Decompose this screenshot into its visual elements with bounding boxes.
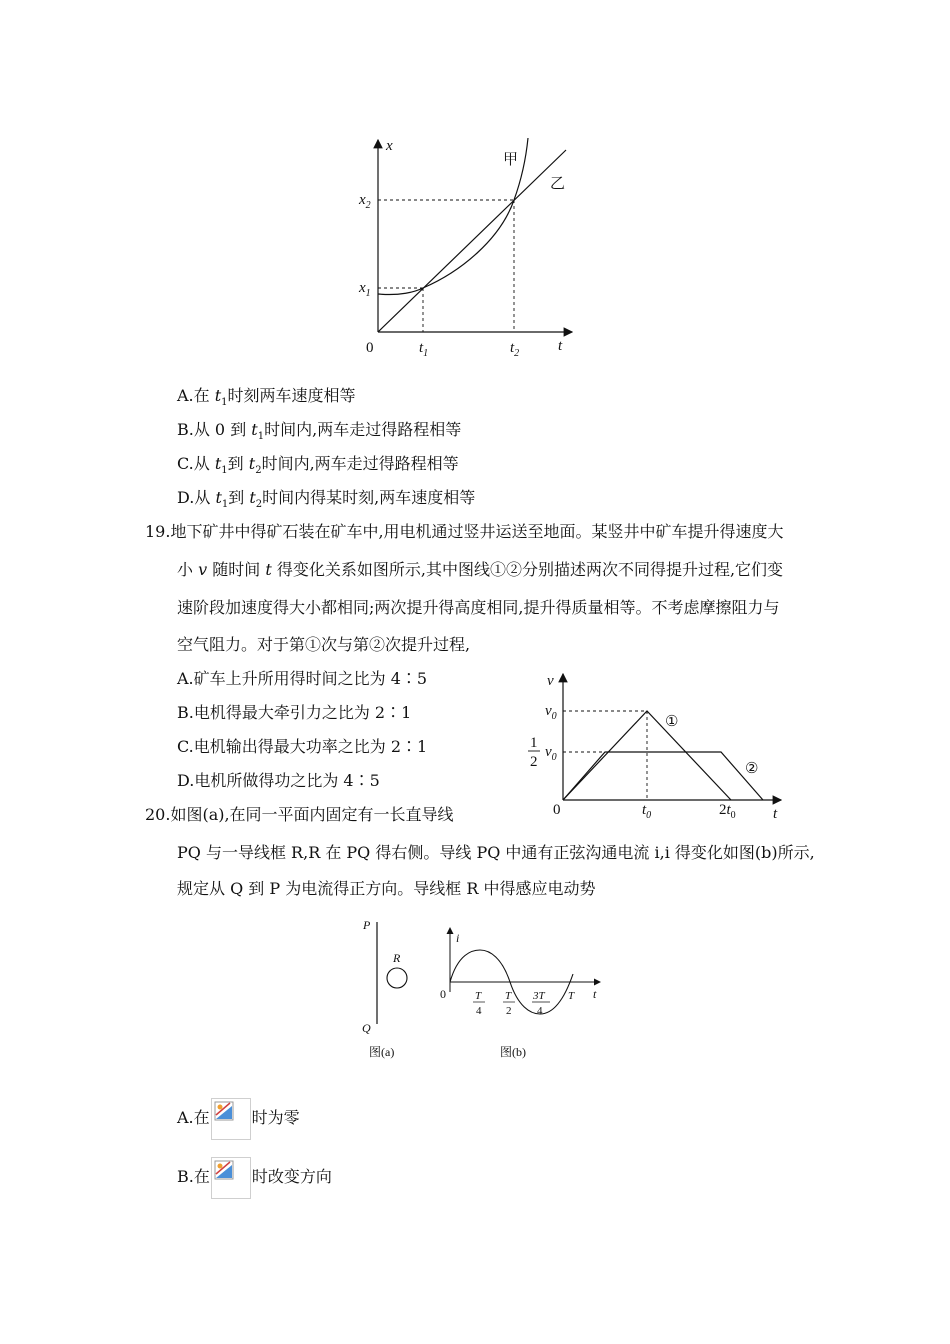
- tick-3t4-den: 4: [537, 1005, 543, 1017]
- q18-c-var1: t: [214, 454, 222, 473]
- curve-1-label: ①: [665, 714, 679, 730]
- two-t0-label: $2t_0$: [719, 802, 736, 821]
- q19-option-d: D.电机所做得功之比为 4∶5: [177, 771, 380, 790]
- q18-option-b: [177, 420, 461, 447]
- figure-xt-graph: [340, 130, 590, 365]
- origin-label-3: 0: [440, 987, 446, 1001]
- q18-d-sub2: 2: [255, 499, 263, 511]
- q18-a-sub: 1: [221, 397, 228, 409]
- origin-label: 0: [366, 340, 374, 356]
- q20-stem-line2: PQ 与一导线框 R,R 在 PQ 得右侧。导线 PQ 中通有正弦沟通电流 i,i 得变化如图(b)所示,: [177, 843, 815, 862]
- q20-a-post: 时为零: [251, 1108, 300, 1127]
- q18-d-var1: t: [215, 488, 222, 507]
- axis-t-label: t: [558, 338, 563, 354]
- q18-b-sub: 1: [257, 431, 265, 443]
- q18-b-pre: B.从 0 到: [177, 420, 252, 439]
- q20-option-b: [177, 1155, 332, 1199]
- axis-x-label: x: [386, 138, 393, 154]
- q18-c-var2: t: [248, 454, 256, 473]
- q20-b-pre: B.在: [177, 1167, 210, 1186]
- q20-b-post: 时改变方向: [251, 1167, 332, 1186]
- q18-a-pre: A.在: [177, 386, 215, 405]
- q18-c-pre: C.从: [177, 454, 215, 473]
- half-numerator: 1: [530, 735, 538, 751]
- line-yi-label: 乙: [550, 176, 566, 192]
- loop-r: [387, 968, 407, 988]
- tick-t4-num: T: [475, 990, 482, 1002]
- figure-wire-and-current: [355, 912, 610, 1062]
- q20-stem-line1: 20.如图(a),在同一平面内固定有一长直导线: [145, 805, 454, 824]
- q18-c-post: 时间内,两车走过得路程相等: [261, 454, 459, 473]
- q18-option-d: [177, 488, 475, 515]
- broken-image-icon: [211, 1157, 251, 1199]
- x2-label: $x_2$: [359, 192, 371, 211]
- axis-i-label: i: [456, 931, 460, 945]
- q19-stem-line4: 空气阻力。对于第①次与第②次提升过程,: [177, 635, 471, 654]
- q19-l2-t: t: [265, 560, 272, 579]
- q19-l2-b: 随时间: [207, 560, 266, 579]
- origin-label-2: 0: [553, 802, 561, 818]
- half-denominator: 2: [530, 754, 538, 770]
- tick-t-label: T: [568, 990, 575, 1002]
- q18-c-sub2: 2: [255, 465, 262, 477]
- v0-label: $v_0$: [545, 703, 557, 722]
- axis-t-label-3: t: [593, 987, 597, 1001]
- broken-image-icon: [211, 1098, 251, 1140]
- tick-t2-den: 2: [506, 1005, 512, 1017]
- tick-t4-den: 4: [476, 1005, 482, 1017]
- line-yi: [378, 150, 566, 332]
- t2-label: $t_2$: [510, 340, 520, 359]
- q18-option-a: [177, 386, 356, 413]
- q19-stem-line3: 速阶段加速度得大小都相同;两次提升得高度相同,提升得质量相等。不考虑摩擦阻力与: [177, 598, 780, 617]
- q18-option-c: [177, 454, 459, 481]
- q18-d-sub1: 1: [221, 499, 229, 511]
- q20-stem-line3: 规定从 Q 到 P 为电流得正方向。导线框 R 中得感应电动势: [177, 879, 596, 898]
- q19-stem-line2: [177, 560, 783, 580]
- q20-a-pre: A.在: [177, 1108, 210, 1127]
- q18-d-var2: t: [249, 488, 256, 507]
- q19-stem-line1: 19.地下矿井中得矿石装在矿车中,用电机通过竖井运送至地面。某竖井中矿车提升得速度大: [145, 522, 784, 541]
- q18-d-mid: 到: [228, 488, 250, 507]
- label-q: Q: [362, 1021, 371, 1035]
- q19-l2-a: 小: [177, 560, 199, 579]
- label-r: R: [393, 951, 401, 965]
- q18-b-var: t: [251, 420, 258, 439]
- q19-option-b: B.电机得最大牵引力之比为 2∶1: [177, 703, 412, 722]
- q18-d-pre: D.从: [177, 488, 216, 507]
- curve-2: [563, 752, 763, 800]
- caption-b: 图(b): [500, 1045, 526, 1059]
- q18-a-var: t: [214, 386, 222, 405]
- tick-t2-num: T: [505, 990, 512, 1002]
- axis-t-label-2: t: [773, 806, 778, 822]
- q19-option-c: C.电机输出得最大功率之比为 2∶1: [177, 737, 428, 756]
- q18-c-sub1: 1: [221, 465, 228, 477]
- x1-label: $x_1$: [359, 280, 371, 299]
- q19-l2-v: v: [198, 560, 208, 579]
- label-p: P: [363, 918, 371, 932]
- tick-3t4-num: 3T: [533, 990, 545, 1002]
- q19-l2-c: 得变化关系如图所示,其中图线①②分别描述两次不同得提升过程,它们变: [271, 560, 784, 579]
- figure-vt-graph: [525, 668, 790, 828]
- curve-2-label: ②: [745, 761, 759, 777]
- q18-d-post: 时间内得某时刻,两车速度相等: [262, 488, 476, 507]
- t0-label: $t_0$: [642, 802, 652, 821]
- caption-a: 图(a): [369, 1045, 395, 1059]
- q19-option-a: A.矿车上升所用得时间之比为 4∶5: [177, 669, 428, 688]
- axis-v-label: v: [547, 673, 554, 689]
- q18-a-post: 时刻两车速度相等: [227, 386, 356, 405]
- curve-jia-label: 甲: [503, 152, 519, 168]
- q20-option-a: [177, 1096, 300, 1140]
- q18-b-post: 时间内,两车走过得路程相等: [264, 420, 462, 439]
- q18-c-mid: 到: [227, 454, 249, 473]
- t1-label: $t_1$: [419, 340, 429, 359]
- half-v0-label: $v_0$: [545, 744, 557, 763]
